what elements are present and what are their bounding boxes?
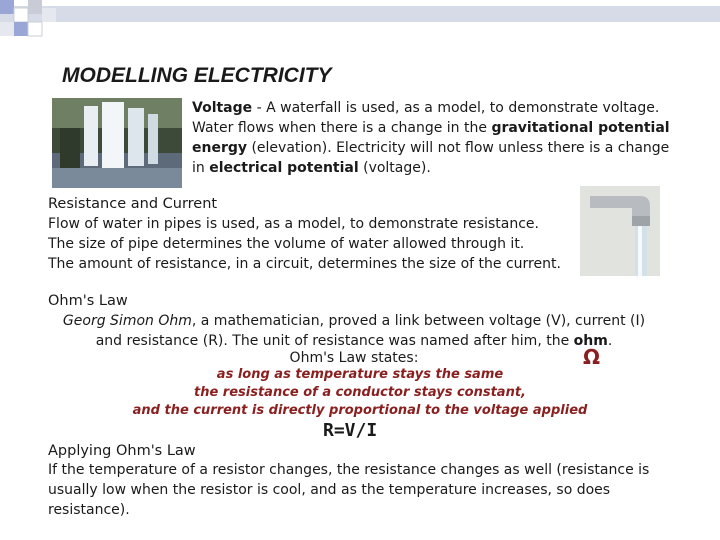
voltage-bold-1: gravitational potential energy bbox=[192, 120, 670, 156]
header-decoration bbox=[0, 0, 720, 40]
voltage-paragraph bbox=[192, 98, 672, 178]
voltage-bold-2: electrical potential bbox=[209, 160, 359, 176]
voltage-text-1: - A waterfall is used, as a model, to demonstrate voltage. Water flows when there is a change in the bbox=[192, 100, 660, 136]
law-line: and the current is directly proportional to the voltage applied bbox=[132, 403, 588, 418]
applying-body: If the temperature of a resistor changes, the resistance changes as well (resistance is usually low when the resistor is cool, and as the temperature increases, so does resistance). bbox=[48, 462, 650, 518]
ohm-unit: ohm bbox=[573, 333, 608, 349]
ohms-law-text-2: . bbox=[607, 333, 613, 349]
tap-image bbox=[580, 186, 660, 276]
law-line: as long as temperature stays the same bbox=[216, 367, 504, 382]
law-line: the resistance of a conductor stays constant, bbox=[193, 385, 526, 400]
waterfall-image bbox=[52, 98, 182, 188]
ohms-law-states: Ohm's Law states: bbox=[289, 350, 419, 366]
voltage-term: Voltage bbox=[192, 100, 253, 116]
ohms-law-paragraph bbox=[48, 311, 660, 351]
ohms-law-text-1: , a mathematician, proved a link between voltage (V), current (I) and resistance (R). The unit of resistance was named after him, the bbox=[95, 313, 646, 349]
ohm-name: Georg Simon Ohm bbox=[62, 313, 192, 329]
resistance-line: Flow of water in pipes is used, as a model, to demonstrate resistance. bbox=[48, 216, 539, 232]
resistance-line: The size of pipe determines the volume of water allowed through it. bbox=[48, 236, 525, 252]
page-title: MODELLING ELECTRICITY bbox=[62, 64, 332, 87]
resistance-line: The amount of resistance, in a circuit, determines the size of the current. bbox=[48, 256, 561, 272]
omega-symbol: Ω bbox=[583, 345, 601, 369]
voltage-text-3: (voltage). bbox=[358, 160, 431, 176]
voltage-text-2: (elevation). Electricity will not flow unless there is a change in bbox=[192, 140, 670, 176]
ohms-law-formula: R=V/I bbox=[323, 420, 378, 441]
resistance-body bbox=[48, 214, 588, 274]
applying-heading: Applying Ohm's Law bbox=[48, 443, 196, 459]
resistance-heading: Resistance and Current bbox=[48, 196, 218, 212]
ohms-law-statement bbox=[120, 366, 600, 420]
ohms-law-heading: Ohm's Law bbox=[48, 293, 128, 309]
